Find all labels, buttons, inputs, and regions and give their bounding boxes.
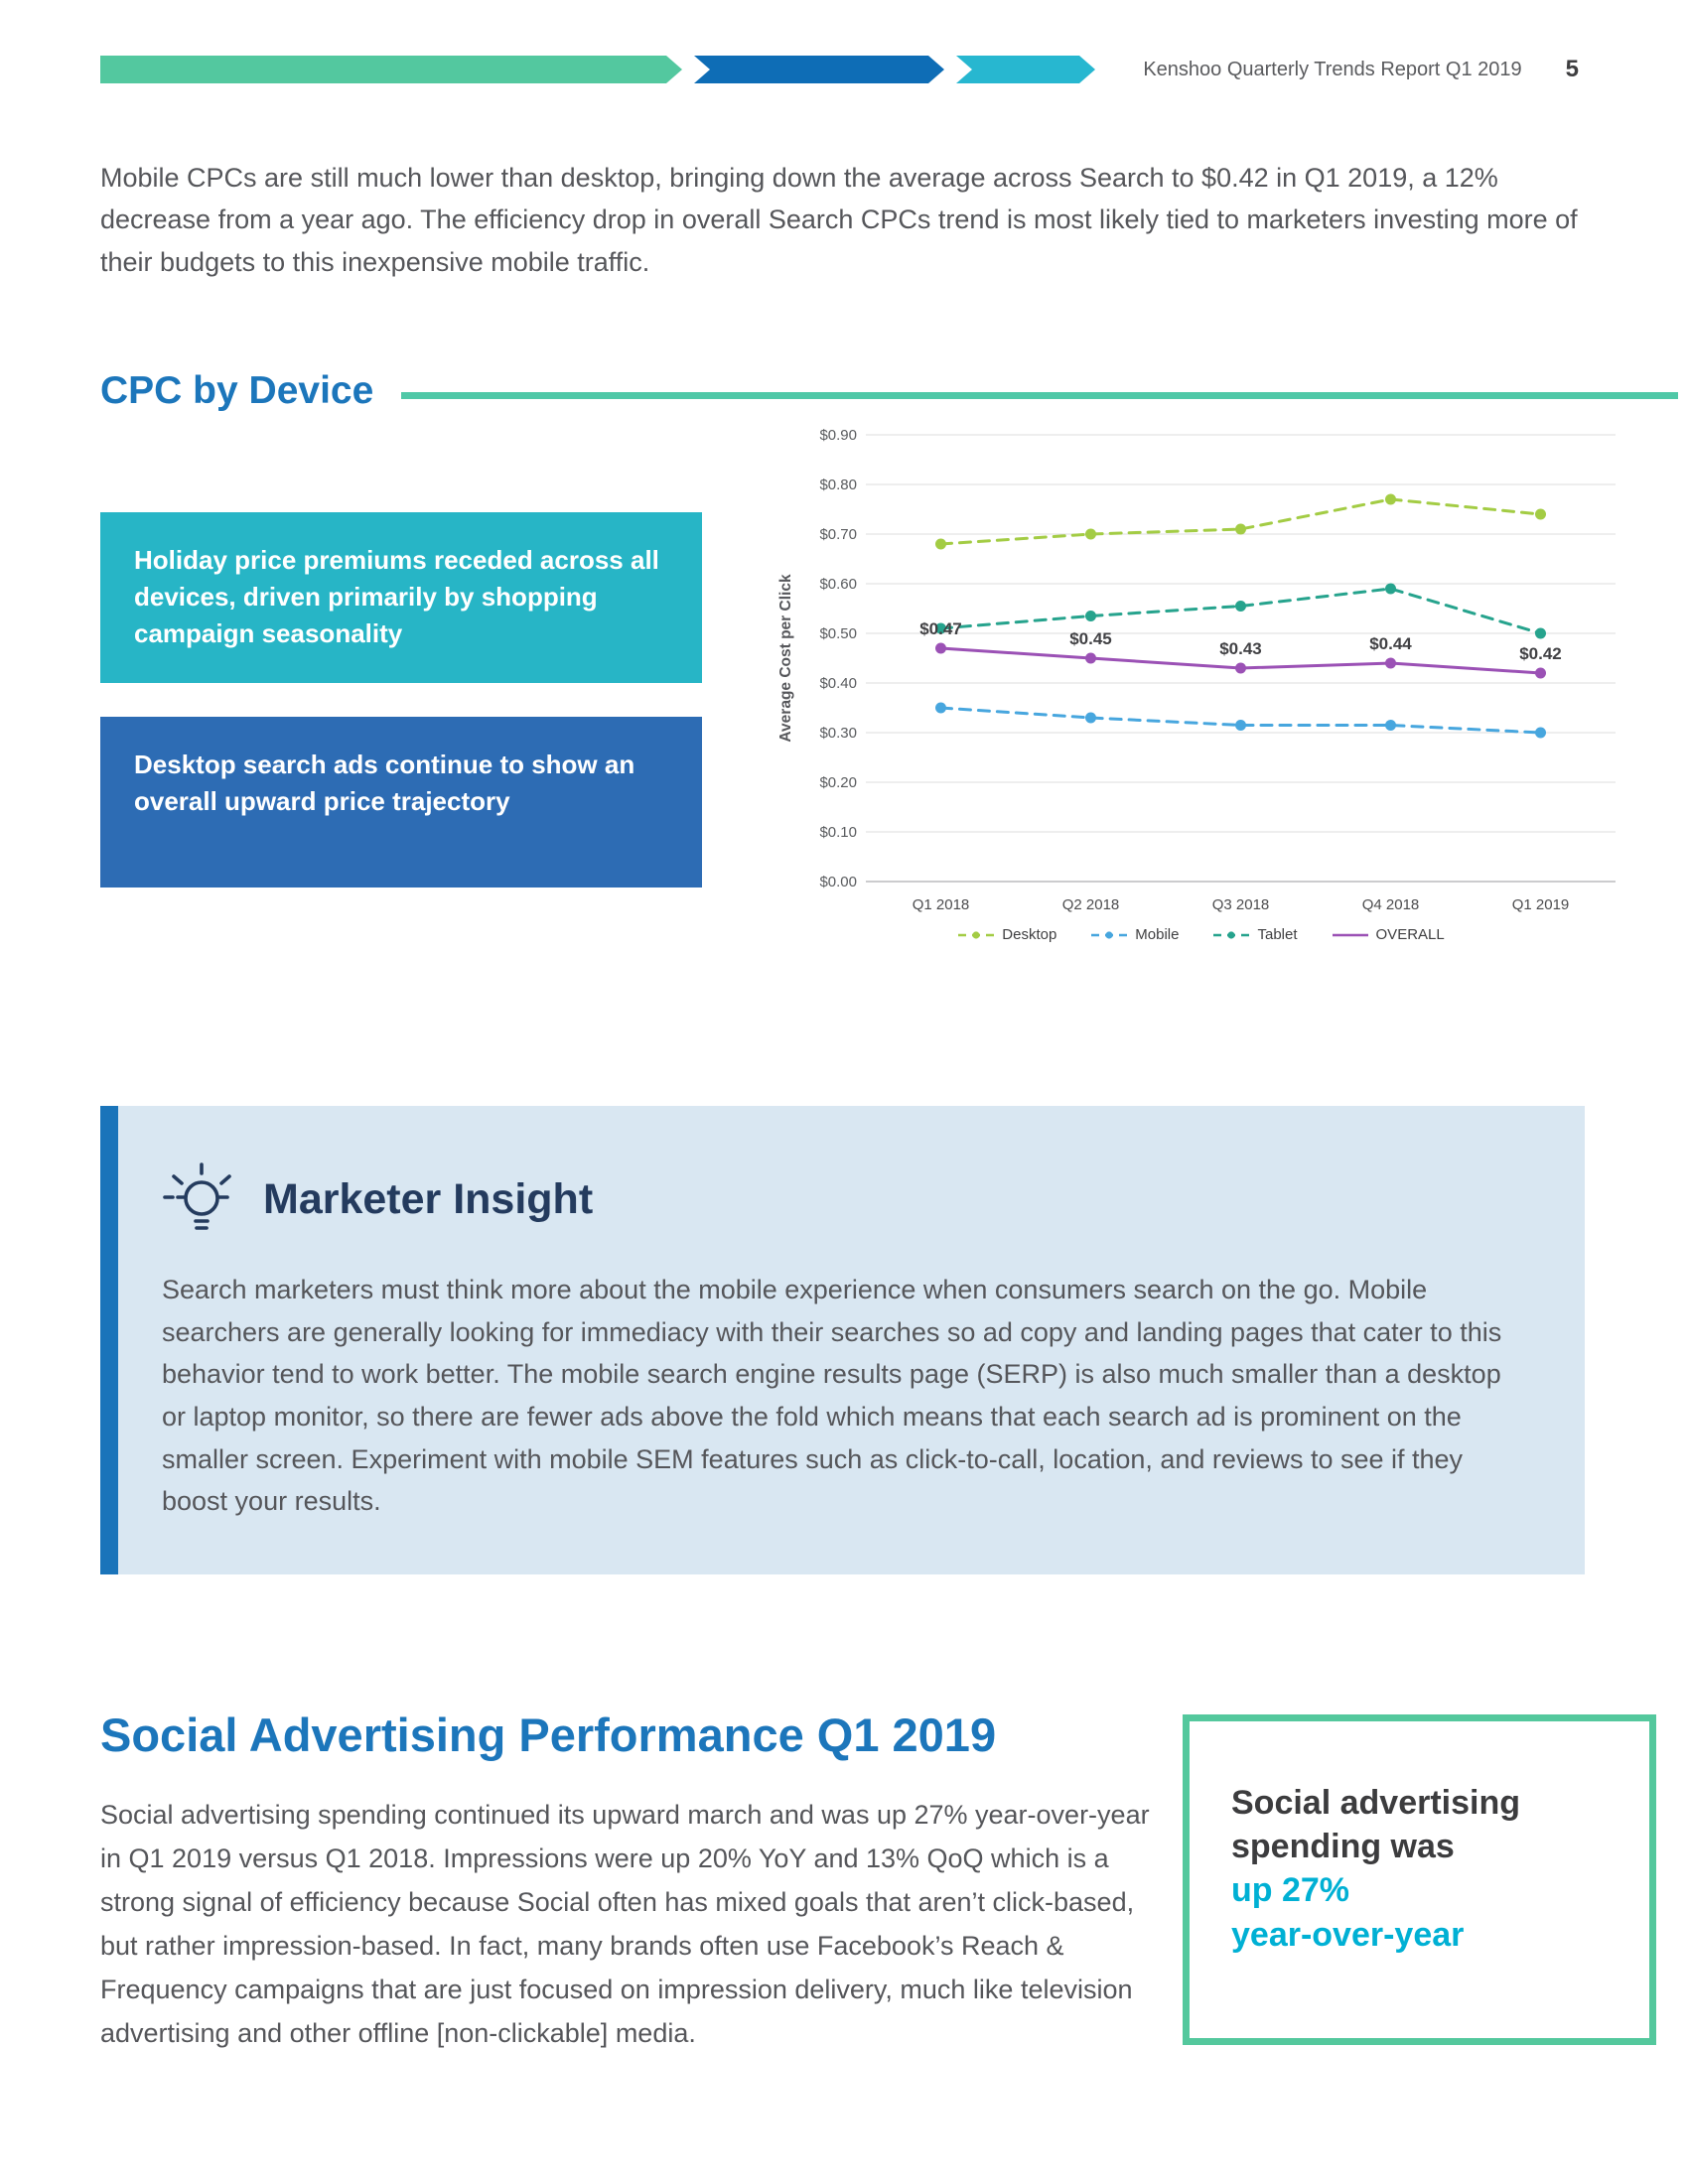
svg-text:$0.90: $0.90 [819, 427, 857, 444]
callout-line-dark-2: spending was [1231, 1828, 1455, 1866]
legend-item-desktop [957, 926, 1056, 943]
cpc-section-title: CPC by Device [100, 369, 374, 412]
svg-text:$0.45: $0.45 [1069, 629, 1112, 648]
marketer-insight-body: Search marketers must think more about the mobile experience when consumers search on the go. Mobile searchers are generally looking for immediacy with their searches so ad copy and landing pages that cater to this behavior tend to work better. The mobile search engine results page (SERP) is also much smaller than a desktop or laptop monitor, so there are fewer ads above the fold which means that each search ad is prominent on the smaller screen. Experiment with mobile SEM features such as click-to-call, location, and reviews to see if they boost your results. [162, 1275, 1502, 1517]
legend-marker [1332, 929, 1369, 941]
legend-marker [1090, 929, 1128, 941]
chart-legend [767, 926, 1635, 943]
svg-text:Q1 2018: Q1 2018 [912, 896, 970, 913]
legend-marker [1212, 929, 1250, 941]
svg-text:$0.40: $0.40 [819, 675, 857, 692]
ribbon-blue-shape [694, 56, 944, 83]
legend-marker [957, 929, 995, 941]
svg-text:$0.42: $0.42 [1519, 644, 1562, 663]
header [100, 56, 1579, 83]
legend-label: Mobile [1135, 926, 1180, 943]
marketer-insight-box [100, 1106, 1585, 1574]
svg-text:Q4 2018: Q4 2018 [1361, 896, 1420, 913]
header-text [1143, 56, 1579, 83]
legend-item-overall [1332, 926, 1445, 943]
callout-line-cyan-1: up 27% [1231, 1871, 1350, 1910]
svg-text:$0.47: $0.47 [919, 619, 962, 638]
svg-text:$0.30: $0.30 [819, 725, 857, 742]
chart-plot-area [767, 417, 1635, 918]
report-title: Kenshoo Quarterly Trends Report Q1 2019 [1143, 58, 1522, 80]
section-rule [401, 392, 1678, 399]
svg-text:$0.00: $0.00 [819, 874, 857, 890]
svg-text:$0.80: $0.80 [819, 477, 857, 493]
marketer-insight-title: Marketer Insight [263, 1174, 594, 1223]
svg-text:$0.43: $0.43 [1219, 639, 1262, 658]
svg-text:$0.44: $0.44 [1369, 634, 1412, 653]
intro-paragraph: Mobile CPCs are still much lower than desktop, bringing down the average across Search to $0.42 in Q1 2019, a 12% decrease from a year ago. The efficiency drop in overall Search CPCs trend is most likely tied to marketers investing more of their budgets to this inexpensive mobile traffic. [100, 163, 1578, 277]
svg-text:Q3 2018: Q3 2018 [1211, 896, 1270, 913]
cpc-line-chart-svg [767, 417, 1635, 918]
callout-desktop-trajectory: Desktop search ads continue to show an overall upward price trajectory [100, 717, 702, 887]
legend-label: OVERALL [1375, 926, 1445, 943]
legend-label: Tablet [1257, 926, 1298, 943]
legend-item-mobile [1090, 926, 1179, 943]
social-spending-callout [1183, 1714, 1656, 2045]
ribbon-green-shape [100, 56, 682, 83]
callout-line-dark-1: Social advertising [1231, 1784, 1520, 1822]
svg-text:$0.50: $0.50 [819, 625, 857, 642]
social-section-body: Social advertising spending continued its upward march and was up 27% year-over-year in Q1 2019 versus Q1 2018. Impressions were up 20% YoY and 13% QoQ which is a strong signal of efficiency because Social often has mixed goals that aren’t click-based, but rather impression-based. In fact, many brands often use Facebook’s Reach & Frequency campaigns that are just focused on impression delivery, much like television advertising and other offline [non-clickable] media. [100, 1800, 1150, 2048]
legend-label: Desktop [1002, 926, 1057, 943]
svg-text:Average Cost per Click: Average Cost per Click [777, 574, 794, 743]
ribbon-teal-shape [956, 56, 1095, 83]
callout-holiday-premiums: Holiday price premiums receded across all devices, driven primarily by shopping campaign seasonality [100, 512, 702, 683]
svg-text:Q2 2018: Q2 2018 [1061, 896, 1120, 913]
svg-text:$0.10: $0.10 [819, 824, 857, 841]
social-section-title: Social Advertising Performance Q1 2019 [100, 1708, 997, 1761]
marketer-insight-header [162, 1160, 1525, 1239]
page-number: 5 [1565, 56, 1579, 82]
svg-text:$0.20: $0.20 [819, 774, 857, 791]
svg-text:Q1 2019: Q1 2019 [1511, 896, 1570, 913]
svg-text:$0.60: $0.60 [819, 576, 857, 593]
cpc-by-device-chart [767, 417, 1635, 943]
svg-text:$0.70: $0.70 [819, 526, 857, 543]
cpc-section-header [100, 369, 1678, 413]
legend-item-tablet [1212, 926, 1297, 943]
lightbulb-icon [162, 1160, 241, 1239]
callout-line-cyan-2: year-over-year [1231, 1915, 1465, 1954]
